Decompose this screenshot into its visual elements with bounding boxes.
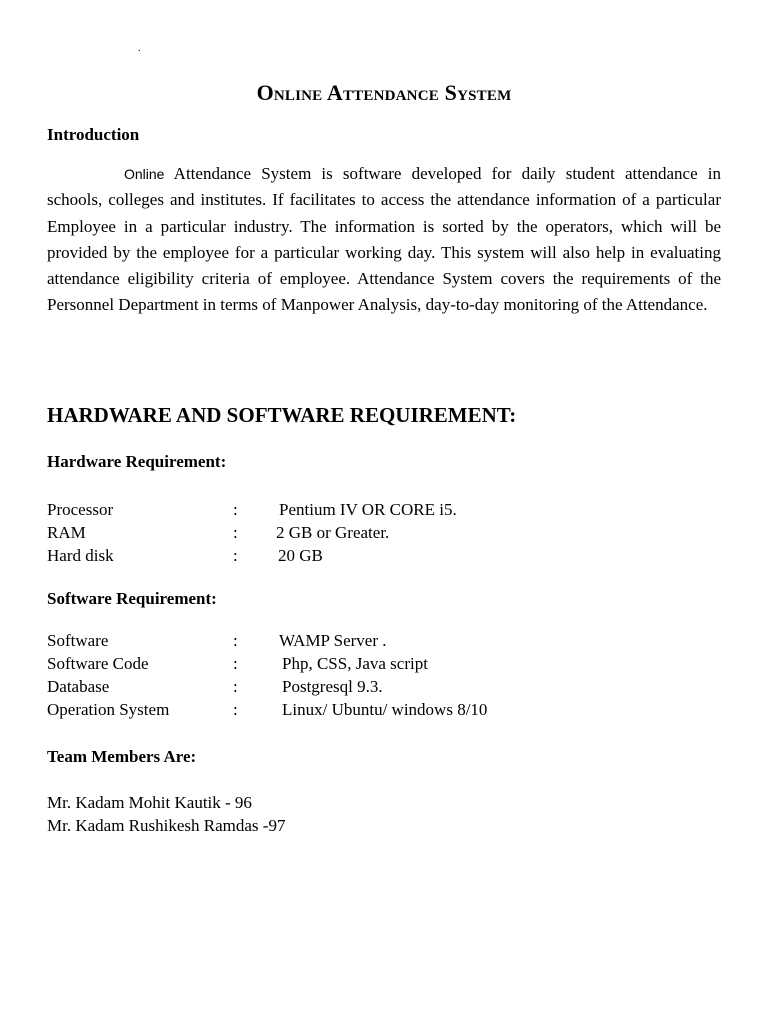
introduction-heading: Introduction: [47, 125, 140, 144]
introduction-first-word: Online: [124, 166, 165, 182]
software-label: Software Code: [47, 654, 149, 673]
row-colon: :: [233, 677, 238, 696]
stray-mark: .: [138, 43, 141, 54]
requirements-heading: HARDWARE AND SOFTWARE REQUIREMENT:: [47, 403, 517, 427]
team-member: Mr. Kadam Rushikesh Ramdas -97: [47, 816, 286, 835]
software-value: Postgresql 9.3.: [282, 677, 383, 696]
introduction-paragraph: [47, 161, 721, 319]
hardware-value: 2 GB or Greater.: [276, 523, 390, 542]
hardware-heading: Hardware Requirement:: [47, 452, 227, 471]
row-colon: :: [233, 700, 238, 719]
team-heading: Team Members Are:: [47, 747, 197, 766]
software-heading: Software Requirement:: [47, 589, 217, 608]
hardware-value: Pentium IV OR CORE i5.: [279, 500, 457, 519]
row-colon: :: [233, 546, 238, 565]
hardware-row: [47, 546, 727, 569]
software-value: Linux/ Ubuntu/ windows 8/10: [282, 700, 488, 719]
software-value: WAMP Server .: [279, 631, 387, 650]
row-colon: :: [233, 631, 238, 650]
software-label: Operation System: [47, 700, 170, 719]
row-colon: :: [233, 654, 238, 673]
row-colon: :: [233, 500, 238, 519]
hardware-value: 20 GB: [278, 546, 323, 565]
software-row: [47, 700, 727, 723]
hardware-label: Hard disk: [47, 546, 114, 565]
row-colon: :: [233, 523, 238, 542]
software-row: [47, 677, 727, 700]
software-label: Software: [47, 631, 109, 650]
software-label: Database: [47, 677, 110, 696]
document-title: Online Attendance System: [256, 80, 512, 105]
team-member: Mr. Kadam Mohit Kautik - 96: [47, 793, 252, 812]
software-row: [47, 631, 727, 654]
hardware-label: RAM: [47, 523, 86, 542]
hardware-label: Processor: [47, 500, 114, 519]
hardware-row: [47, 500, 727, 523]
software-value: Php, CSS, Java script: [282, 654, 428, 673]
software-row: [47, 654, 727, 677]
hardware-row: [47, 523, 727, 546]
introduction-body: Attendance System is software developed for daily student attendance in schools, colleges and institutes. If facilitates to access the attendance information of a particular Employee in a particular industry. The information is sorted by the operators, which will be provided by the employee for a particular working day. This system will also help in evaluating attendance eligibility criteria of employee. Attendance System covers the requirements of the Personnel Department in terms of Manpower Analysis, day-to-day monitoring of the Attendance.: [47, 164, 721, 315]
